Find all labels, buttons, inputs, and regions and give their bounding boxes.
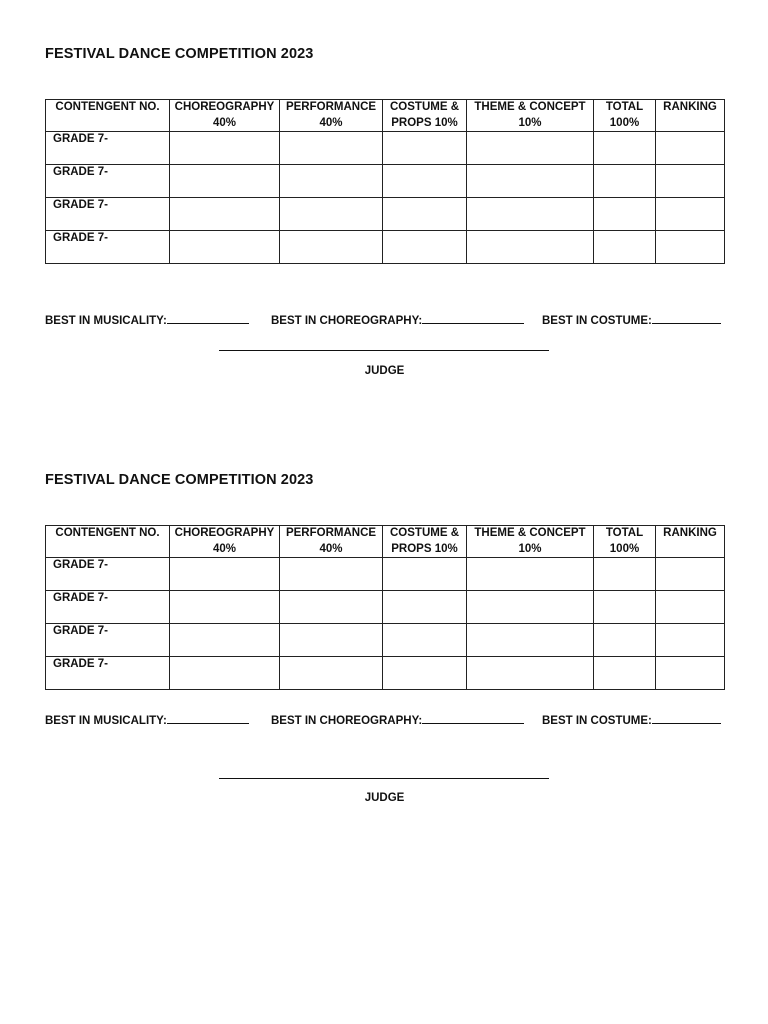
award-label: BEST IN CHOREOGRAPHY:: [271, 315, 423, 327]
table-row: [46, 657, 725, 690]
performance-score-cell[interactable]: [280, 657, 383, 690]
theme-score-cell[interactable]: [467, 132, 594, 165]
award-label: BEST IN MUSICALITY:: [45, 715, 167, 727]
total-score-cell[interactable]: [594, 165, 656, 198]
costume-score-cell[interactable]: [383, 165, 467, 198]
header-ranking: RANKING: [656, 100, 725, 132]
sheet-title: FESTIVAL DANCE COMPETITION 2023: [45, 472, 314, 488]
header-costume: COSTUME & PROPS 10%: [383, 526, 467, 558]
judge-label: JUDGE: [364, 365, 405, 377]
sheet-title: FESTIVAL DANCE COMPETITION 2023: [45, 46, 314, 62]
grade-cell: GRADE 7-: [46, 132, 170, 165]
header-performance: PERFORMANCE 40%: [280, 100, 383, 132]
header-choreography: CHOREOGRAPHY 40%: [170, 100, 280, 132]
theme-score-cell[interactable]: [467, 198, 594, 231]
award-label: BEST IN CHOREOGRAPHY:: [271, 715, 423, 727]
table-row: [46, 231, 725, 264]
table-row: [46, 132, 725, 165]
special-awards: [45, 312, 724, 328]
header-ranking: RANKING: [656, 526, 725, 558]
table-header-row: [46, 526, 725, 558]
header-theme: THEME & CONCEPT 10%: [467, 100, 594, 132]
header-contingent: CONTENGENT NO.: [46, 526, 170, 558]
costume-score-cell[interactable]: [383, 624, 467, 657]
theme-score-cell[interactable]: [467, 624, 594, 657]
theme-score-cell[interactable]: [467, 165, 594, 198]
performance-score-cell[interactable]: [280, 132, 383, 165]
judge-signature-line[interactable]: [219, 350, 549, 351]
table-row: [46, 591, 725, 624]
award-costume: [542, 712, 721, 729]
award-costume: [542, 312, 721, 329]
grade-cell: GRADE 7-: [46, 591, 170, 624]
choreography-score-cell[interactable]: [170, 558, 280, 591]
judge-signature-line[interactable]: [219, 778, 549, 779]
grade-cell: GRADE 7-: [46, 231, 170, 264]
header-theme: THEME & CONCEPT 10%: [467, 526, 594, 558]
ranking-cell[interactable]: [656, 231, 725, 264]
performance-score-cell[interactable]: [280, 198, 383, 231]
grade-cell: GRADE 7-: [46, 624, 170, 657]
total-score-cell[interactable]: [594, 591, 656, 624]
table-header-row: [46, 100, 725, 132]
award-choreography: [271, 712, 524, 729]
header-contingent: CONTENGENT NO.: [46, 100, 170, 132]
header-total: TOTAL 100%: [594, 100, 656, 132]
choreography-score-cell[interactable]: [170, 624, 280, 657]
award-musicality: [45, 312, 249, 329]
ranking-cell[interactable]: [656, 657, 725, 690]
performance-score-cell[interactable]: [280, 231, 383, 264]
costume-score-cell[interactable]: [383, 198, 467, 231]
header-performance: PERFORMANCE 40%: [280, 526, 383, 558]
score-table: [45, 99, 725, 264]
score-sheet-1: [45, 44, 724, 377]
table-row: [46, 558, 725, 591]
costume-blank[interactable]: [652, 712, 721, 724]
total-score-cell[interactable]: [594, 231, 656, 264]
score-table: [45, 525, 725, 690]
performance-score-cell[interactable]: [280, 624, 383, 657]
judge-label: JUDGE: [364, 792, 405, 804]
total-score-cell[interactable]: [594, 558, 656, 591]
award-choreography: [271, 312, 524, 329]
choreography-score-cell[interactable]: [170, 591, 280, 624]
header-total: TOTAL 100%: [594, 526, 656, 558]
costume-blank[interactable]: [652, 312, 721, 324]
theme-score-cell[interactable]: [467, 558, 594, 591]
theme-score-cell[interactable]: [467, 591, 594, 624]
table-row: [46, 198, 725, 231]
special-awards: [45, 712, 724, 728]
table-row: [46, 624, 725, 657]
award-label: BEST IN MUSICALITY:: [45, 315, 167, 327]
performance-score-cell[interactable]: [280, 558, 383, 591]
choreography-blank[interactable]: [422, 312, 524, 324]
performance-score-cell[interactable]: [280, 591, 383, 624]
award-label: BEST IN COSTUME:: [542, 315, 652, 327]
ranking-cell[interactable]: [656, 591, 725, 624]
total-score-cell[interactable]: [594, 657, 656, 690]
performance-score-cell[interactable]: [280, 165, 383, 198]
ranking-cell[interactable]: [656, 558, 725, 591]
ranking-cell[interactable]: [656, 624, 725, 657]
choreography-score-cell[interactable]: [170, 198, 280, 231]
costume-score-cell[interactable]: [383, 591, 467, 624]
ranking-cell[interactable]: [656, 165, 725, 198]
award-musicality: [45, 712, 249, 729]
award-label: BEST IN COSTUME:: [542, 715, 652, 727]
header-costume: COSTUME & PROPS 10%: [383, 100, 467, 132]
musicality-blank[interactable]: [167, 312, 249, 324]
musicality-blank[interactable]: [167, 712, 249, 724]
choreography-score-cell[interactable]: [170, 657, 280, 690]
grade-cell: GRADE 7-: [46, 657, 170, 690]
theme-score-cell[interactable]: [467, 231, 594, 264]
grade-cell: GRADE 7-: [46, 165, 170, 198]
choreography-blank[interactable]: [422, 712, 524, 724]
costume-score-cell[interactable]: [383, 132, 467, 165]
choreography-score-cell[interactable]: [170, 132, 280, 165]
score-sheet-2: [45, 470, 724, 804]
grade-cell: GRADE 7-: [46, 198, 170, 231]
table-row: [46, 165, 725, 198]
grade-cell: GRADE 7-: [46, 558, 170, 591]
costume-score-cell[interactable]: [383, 558, 467, 591]
total-score-cell[interactable]: [594, 132, 656, 165]
choreography-score-cell[interactable]: [170, 165, 280, 198]
ranking-cell[interactable]: [656, 132, 725, 165]
total-score-cell[interactable]: [594, 198, 656, 231]
total-score-cell[interactable]: [594, 624, 656, 657]
costume-score-cell[interactable]: [383, 657, 467, 690]
ranking-cell[interactable]: [656, 198, 725, 231]
theme-score-cell[interactable]: [467, 657, 594, 690]
costume-score-cell[interactable]: [383, 231, 467, 264]
choreography-score-cell[interactable]: [170, 231, 280, 264]
header-choreography: CHOREOGRAPHY 40%: [170, 526, 280, 558]
